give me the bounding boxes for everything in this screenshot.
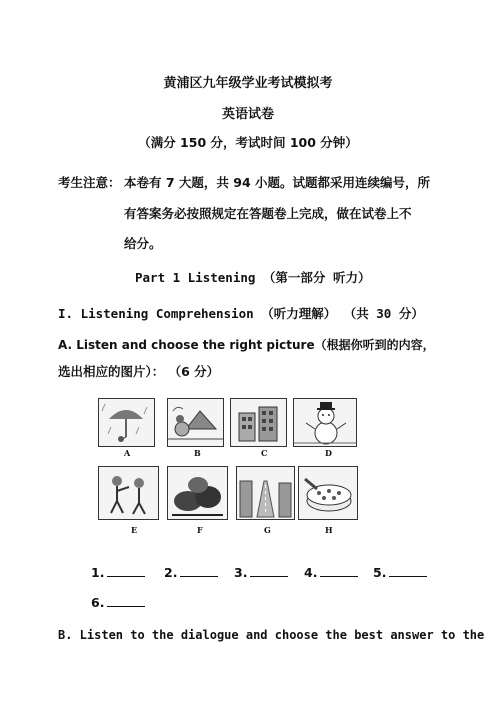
answer-blank-5[interactable] — [389, 566, 427, 577]
notice-line-2: 有答案务必按照规定在答题卷上完成，做在试卷上不 — [124, 206, 412, 221]
answer-row-2 — [164, 565, 218, 580]
subject-title: 英语试卷 — [221, 107, 274, 122]
part1-heading: Part 1 Listening （第一部分 听力） — [135, 270, 371, 285]
answer-blank-6[interactable] — [107, 596, 145, 607]
picture-label-b: B — [194, 448, 201, 458]
score-time-note: （满分 150 分，考试时间 100 分钟） — [138, 135, 358, 150]
street-picture-icon — [236, 466, 295, 520]
answer-blank-2[interactable] — [180, 566, 218, 577]
picture-label-g: G — [264, 525, 271, 535]
picture-label-e: E — [131, 525, 138, 535]
notice-line-1: 本卷有 7 大题，共 94 小题。试题都采用连续编号，所 — [124, 175, 431, 190]
answer-number-1: 1. — [91, 565, 105, 580]
answer-number-4: 4. — [304, 565, 318, 580]
children-playing-picture-icon — [98, 466, 159, 520]
answer-number-3: 3. — [234, 565, 248, 580]
picture-label-h: H — [325, 525, 333, 535]
partA-instruction-line-1: A. Listen and choose the right picture（根据你听到的内容， — [58, 338, 435, 352]
notice-label: 考生注意： — [58, 175, 121, 190]
partA-instruction-line-2: 选出相应的图片）： （6 分） — [58, 364, 220, 379]
birthday-cake-picture-icon — [298, 466, 358, 520]
answer-blank-4[interactable] — [320, 566, 358, 577]
answer-number-2: 2. — [164, 565, 178, 580]
notice-line-3: 给分。 — [124, 236, 162, 251]
answer-row-1 — [91, 565, 145, 580]
answer-blank-3[interactable] — [250, 566, 288, 577]
partB-instruction-line-1: B. Listen to the dialogue and choose the best answer to the — [58, 628, 485, 642]
picture-label-f: F — [197, 525, 203, 535]
picture-label-d: D — [325, 448, 332, 458]
answer-row-5 — [373, 565, 427, 580]
snowman-picture-icon — [293, 398, 357, 447]
answer-number-6: 6. — [91, 595, 105, 610]
section1-heading: I. Listening Comprehension （听力理解） （共 30 分） — [58, 306, 424, 321]
picture-label-c: C — [261, 448, 268, 458]
answer-number-5: 5. — [373, 565, 387, 580]
rubbish-picture-icon — [167, 466, 228, 520]
answer-row-6 — [91, 595, 145, 610]
answer-row-3 — [234, 565, 288, 580]
umbrella-rain-picture-icon — [98, 398, 155, 447]
answer-row-4 — [304, 565, 358, 580]
buildings-picture-icon — [230, 398, 287, 447]
exam-title: 黄浦区九年级学业考试模拟考 — [163, 76, 333, 91]
answer-blank-1[interactable] — [107, 566, 145, 577]
picture-label-a: A — [124, 448, 131, 458]
camping-tent-picture-icon — [167, 398, 224, 447]
